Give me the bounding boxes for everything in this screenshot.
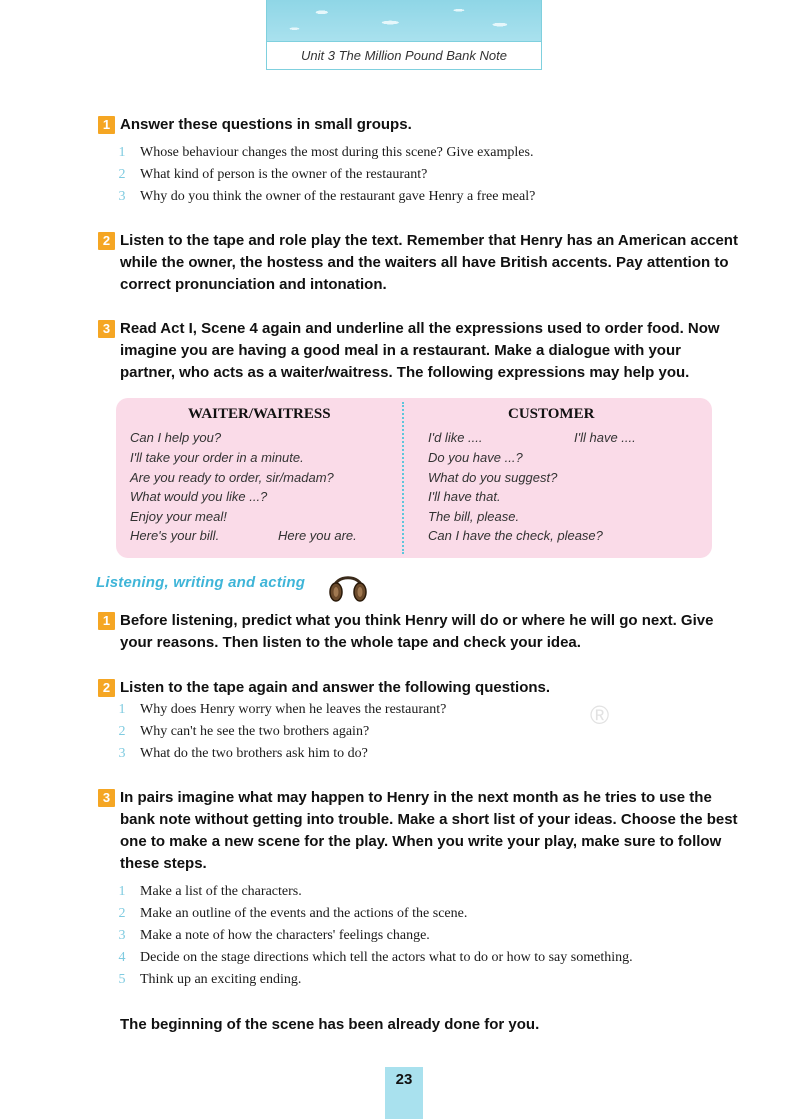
customer-line-extra: I'll have .... [574,430,636,445]
registered-watermark: ® [590,700,610,730]
item-number: 3 [118,928,126,943]
waiter-line: I'll take your order in a minute. [130,450,304,465]
task-number-badge: 2 [98,679,115,697]
list-item [116,743,736,765]
item-number: 3 [118,746,126,761]
list-item [116,947,736,969]
task-text: Listen to the tape and role play the text. Remember that Henry has an American accent while the owner, the hostess and the waiters all have British accents. Pay attention to correct pronunciation and intonation. [120,232,738,293]
list-item [116,186,736,208]
question-list [116,699,736,765]
customer-line: What do you suggest? [428,470,558,485]
task-number-badge: 1 [98,612,115,630]
task-text: Answer these questions in small groups. [120,116,412,133]
task-heading [98,787,738,875]
task-heading [98,230,738,296]
headphones-icon [328,565,368,605]
list-item [116,925,736,947]
list-item [116,142,736,164]
item-number: 2 [118,906,126,921]
item-number: 3 [118,189,126,204]
task-number-badge: 1 [98,116,115,134]
list-item [116,881,736,903]
dotted-divider [402,402,404,554]
item-text: Whose behaviour changes the most during this scene? Give examples. [140,145,534,160]
item-number: 5 [118,972,126,987]
customer-line: Do you have ...? [428,450,523,465]
task-heading [98,677,738,699]
section-title: Listening, writing and acting [96,574,306,591]
item-text: Decide on the stage directions which tell the actors what to do or how to say something. [140,950,633,965]
waiter-heading: WAITER/WAITRESS [188,406,331,422]
task-number-badge: 2 [98,232,115,250]
waiter-line: Can I help you? [130,430,222,445]
expressions-box [116,398,712,558]
waiter-line-extra: Here you are. [278,528,357,543]
item-number: 2 [118,167,126,182]
item-text: What kind of person is the owner of the restaurant? [140,167,428,182]
item-number: 4 [118,950,126,965]
item-number: 1 [118,702,126,717]
waiter-line: Here's your bill. [130,528,220,543]
item-number: 1 [118,884,126,899]
list-item [116,969,736,991]
list-item [116,699,736,721]
item-text: Think up an exciting ending. [140,972,302,987]
task-text: Before listening, predict what you think Henry will do or where he will go next. Give your reasons. Then listen to the whole tape and check your idea. [120,612,714,651]
steps-list [116,881,736,991]
final-note: The beginning of the scene has been already done for you. [120,1016,540,1033]
item-text: Make a list of the characters. [140,884,302,899]
item-text: What do the two brothers ask him to do? [140,746,368,761]
sky-image [267,0,541,41]
list-item [116,903,736,925]
waiter-line: What would you like ...? [130,489,268,504]
customer-line: I'd like .... [428,430,483,445]
list-item [116,164,736,186]
task-heading [98,610,738,654]
waiter-line: Are you ready to order, sir/madam? [130,470,334,485]
task-number-badge: 3 [98,320,115,338]
customer-heading: CUSTOMER [508,406,595,422]
unit-title: Unit 3 The Million Pound Bank Note [267,41,541,69]
item-text: Make an outline of the events and the actions of the scene. [140,906,468,921]
item-text: Why does Henry worry when he leaves the restaurant? [140,702,447,717]
item-text: Make a note of how the characters' feelings change. [140,928,430,943]
customer-line: The bill, please. [428,509,520,524]
task-text: Read Act I, Scene 4 again and underline all the expressions used to order food. Now imagine you are having a good meal in a restaurant. Make a dialogue with your partner, who acts as a waiter/waitress. The following expressions may help you. [120,320,720,381]
task-heading [98,114,738,136]
customer-line: Can I have the check, please? [428,528,603,543]
task-number-badge: 3 [98,789,115,807]
item-number: 1 [118,145,126,160]
page-number: 23 [385,1067,423,1119]
list-item [116,721,736,743]
item-text: Why do you think the owner of the restaurant gave Henry a free meal? [140,189,536,204]
task-heading [98,318,738,384]
customer-line: I'll have that. [428,489,501,504]
waiter-line: Enjoy your meal! [130,509,227,524]
question-list [116,142,736,208]
item-text: Why can't he see the two brothers again? [140,724,370,739]
item-number: 2 [118,724,126,739]
task-text: In pairs imagine what may happen to Henry in the next month as he tries to use the bank note without getting into trouble. Make a short list of your ideas. Choose the best one to make a new scene for the play. When you write your play, make sure to follow these steps. [120,789,738,872]
task-text: Listen to the tape again and answer the following questions. [120,679,551,696]
unit-header-banner [266,0,542,70]
